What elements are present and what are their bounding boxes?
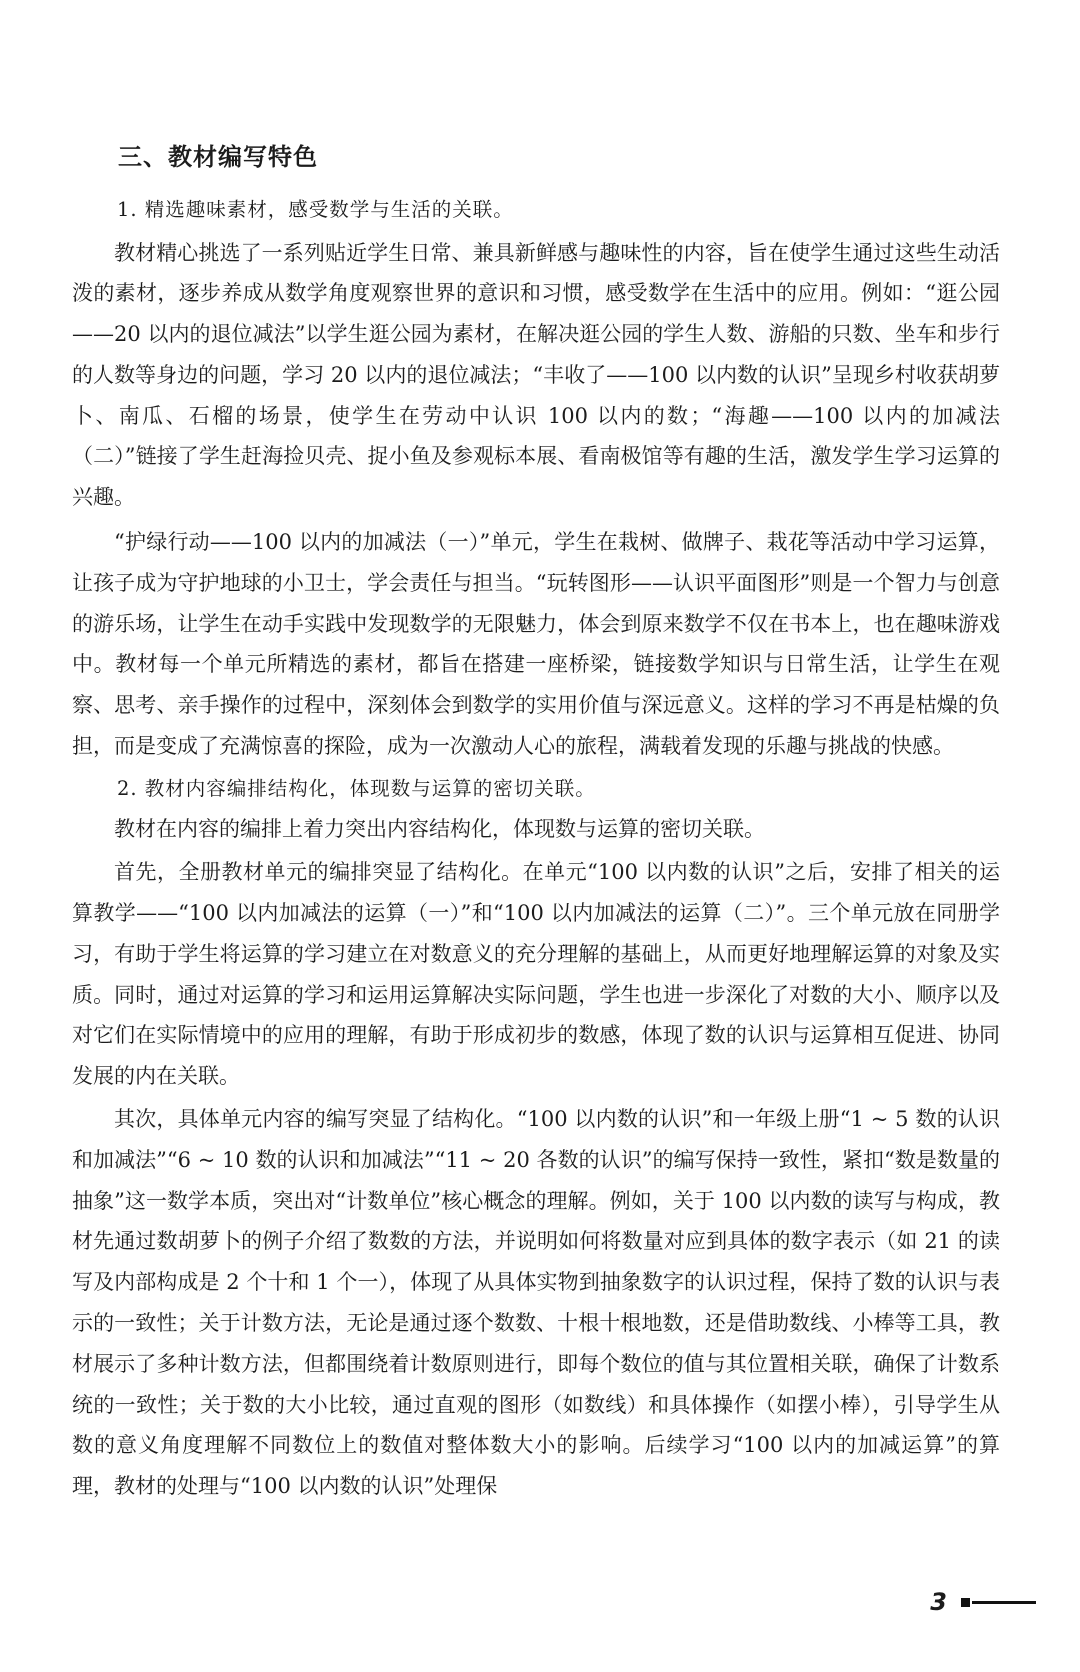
document-page: [72, 0, 1002, 1672]
page-number: 3: [930, 1588, 947, 1616]
footer-square-mark: [961, 1598, 970, 1607]
subheading-2: 2. 教材内容编排结构化，体现数与运算的密切关联。: [117, 776, 596, 800]
paragraph-5: 其次，具体单元内容的编写突显了结构化。“100 以内数的认识”和一年级上册“1 ~ 5 数的认识和加减法”“6 ~ 10 数的认识和加减法”“11 ~ 20 各数的认识”的编写保持一致性，紧扣“数是数量的抽象”这一数学本质，突出对“计数单位”核心概念的理解。例如，关于 100 以内数的读写与构成，教材先通过数胡萝卜的例子介绍了数数的方法，并说明如何将数量对应到具体的数字表示（如 21 的读写及内部构成是 2 个十和 1 个一），体现了从具体实物到抽象数字的认识过程，保持了数的认识与表示的一致性；关于计数方法，无论是通过逐个数数、十根十根地数，还是借助数线、小棒等工具，教材展示了多种计数方法，但都围绕着计数原则进行，即每个数位的值与其位置相关联，确保了计数系统的一致性；关于数的大小比较，通过直观的图形（如数线）和具体操作（如摆小棒），引导学生从数的意义角度理解不同数位上的数值对整体数大小的影响。后续学习“100 以内的加减运算”的算理，教材的处理与“100 以内数的认识”处理保: [72, 1106, 1000, 1499]
subheading-1: 1. 精选趣味素材，感受数学与生活的关联。: [117, 198, 514, 221]
section-title: 三、教材编写特色: [118, 143, 318, 171]
page-footer: [930, 1588, 1036, 1616]
paragraph-3: 教材在内容的编排上着力突出内容结构化，体现数与运算的密切关联。: [114, 817, 765, 842]
paragraph-1: 教材精心挑选了一系列贴近学生日常、兼具新鲜感与趣味性的内容，旨在使学生通过这些生动活泼的素材，逐步养成从数学角度观察世界的意识和习惯，感受数学在生活中的应用。例如：“逛公园——20 以内的退位减法”以学生逛公园为素材，在解决逛公园的学生人数、游船的只数、坐车和步行的人数等身边的问题，学习 20 以内的退位减法；“丰收了——100 以内数的认识”呈现乡村收获胡萝卜、南瓜、石榴的场景，使学生在劳动中认识 100 以内的数；“海趣——100 以内的加减法（二）”链接了学生赶海捡贝壳、捉小鱼及参观标本展、看南极馆等有趣的生活，激发学生学习运算的兴趣。: [72, 240, 1000, 510]
footer-rule: [972, 1601, 1036, 1604]
body-text: [72, 190, 1000, 1507]
paragraph-4: 首先，全册教材单元的编排突显了结构化。在单元“100 以内数的认识”之后，安排了相关的运算教学——“100 以内加减法的运算（一）”和“100 以内加减法的运算（二）”。三个单元放在同册学习，有助于学生将运算的学习建立在对数意义的充分理解的基础上，从而更好地理解运算的对象及实质。同时，通过对运算的学习和运用运算解决实际问题，学生也进一步深化了对数的大小、顺序以及对它们在实际情境中的应用的理解，有助于形成初步的数感，体现了数的认识与运算相互促进、协同发展的内在关联。: [72, 860, 1000, 1089]
paragraph-2: “护绿行动——100 以内的加减法（一）”单元，学生在栽树、做牌子、栽花等活动中学习运算，让孩子成为守护地球的小卫士，学会责任与担当。“玩转图形——认识平面图形”则是一个智力与创意的游乐场，让学生在动手实践中发现数学的无限魅力，体会到原来数学不仅在书本上，也在趣味游戏中。教材每一个单元所精选的素材，都旨在搭建一座桥梁，链接数学知识与日常生活，让学生在观察、思考、亲手操作的过程中，深刻体会到数学的实用价值与深远意义。这样的学习不再是枯燥的负担，而是变成了充满惊喜的探险，成为一次激动人心的旅程，满载着发现的乐趣与挑战的快感。: [72, 530, 1000, 759]
